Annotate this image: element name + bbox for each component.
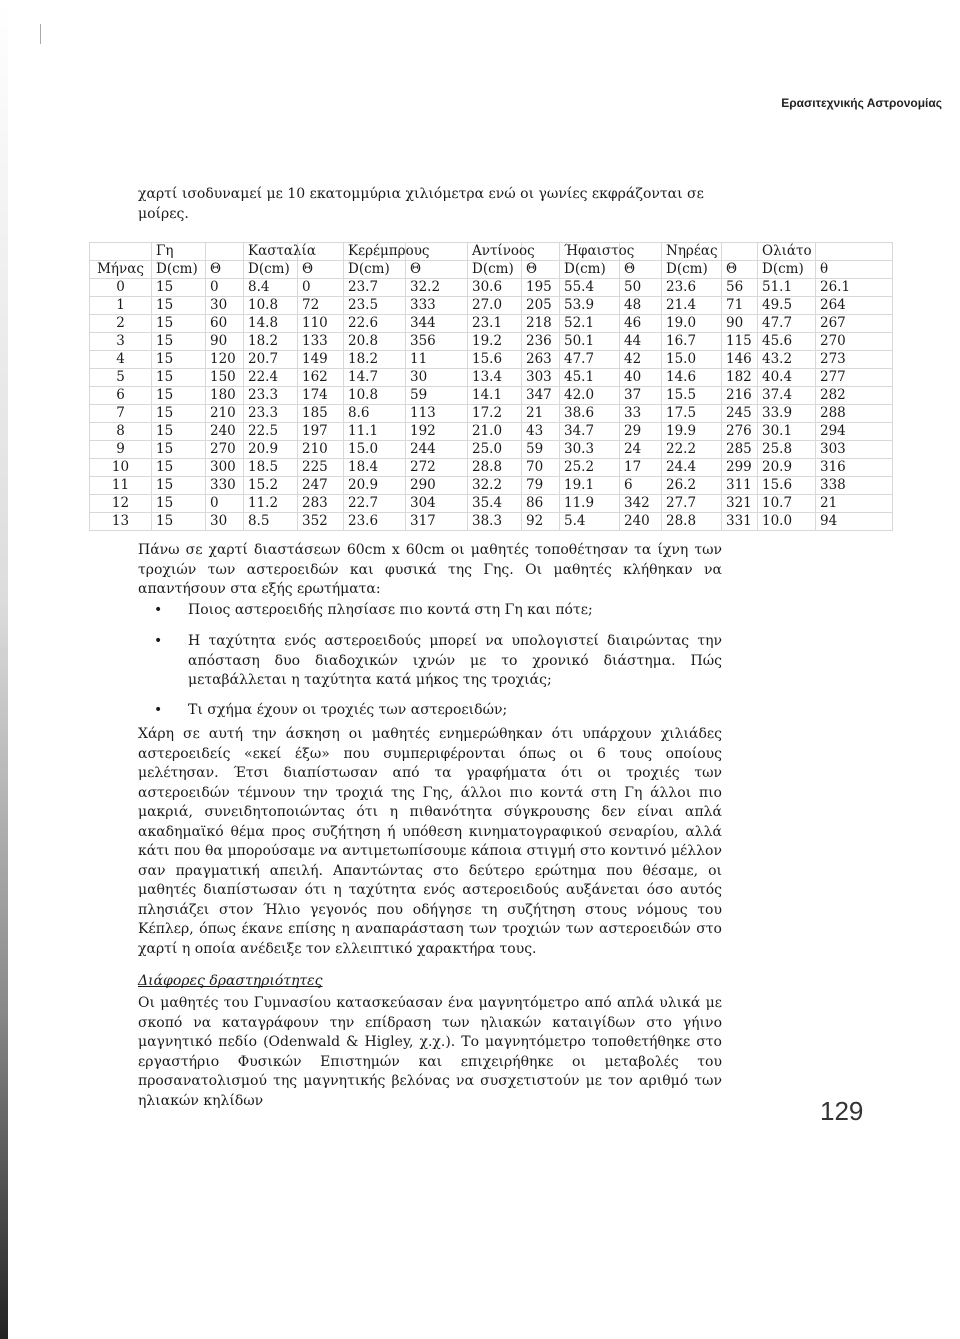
group-header-cell: Αντίνοος	[468, 243, 522, 261]
table-cell: 38.3	[468, 513, 522, 531]
table-cell: 270	[206, 441, 244, 459]
activities-paragraph: Οι μαθητές του Γυμνασίου κατασκεύασαν ένα μαγνητόμετρο από απλά υλικά με σκοπό να καταγράφουν την επίδραση των ηλιακών καταιγίδων στο γήινο μαγνητικό πεδίο (Odenwald & Higley, χ.χ.). Το μαγνητόμετρο τοποθετήθηκε στο εργαστήριο Φυσικών Επιστημών και επιχειρήθηκε οι μεταβολές του προσανατολισμού της μαγνητικής βελόνας να συσχετιστούν με τον αριθμό των ηλιακών κηλίδων	[138, 995, 722, 1109]
table-cell: 15	[152, 279, 206, 297]
table-cell: 344	[406, 315, 468, 333]
table-cell: 27.7	[662, 495, 722, 513]
table-cell: 225	[298, 459, 344, 477]
table-cell: 15.5	[662, 387, 722, 405]
table-cell: 7	[90, 405, 152, 423]
table-cell: 197	[298, 423, 344, 441]
table-row	[90, 297, 893, 315]
table-cell: 14.6	[662, 369, 722, 387]
table-cell: 352	[298, 513, 344, 531]
table-cell: 8	[90, 423, 152, 441]
table-cell: 4	[90, 351, 152, 369]
table-cell: 20.8	[344, 333, 406, 351]
table-cell: 150	[206, 369, 244, 387]
table-cell: 149	[298, 351, 344, 369]
table-cell: 30	[206, 513, 244, 531]
table-cell: 21	[522, 405, 560, 423]
table-cell: 10.0	[758, 513, 816, 531]
running-title: Ερασιτεχνικής Αστρονομίας	[781, 96, 942, 110]
table-cell: 303	[816, 441, 893, 459]
table-cell: 38.6	[560, 405, 620, 423]
table-cell: 51.1	[758, 279, 816, 297]
table-cell: 192	[406, 423, 468, 441]
table-cell: 316	[816, 459, 893, 477]
table-cell: 240	[206, 423, 244, 441]
table-cell: 8.5	[244, 513, 298, 531]
table-cell: 15.2	[244, 477, 298, 495]
table-cell: 216	[722, 387, 758, 405]
table-cell: 86	[522, 495, 560, 513]
table-cell: 43.2	[758, 351, 816, 369]
table-cell: 33	[620, 405, 662, 423]
table-cell: 236	[522, 333, 560, 351]
column-header-cell: Θ	[406, 261, 468, 279]
table-cell: 17	[620, 459, 662, 477]
table-cell: 15	[152, 459, 206, 477]
table-cell: 338	[816, 477, 893, 495]
table-cell: 59	[406, 387, 468, 405]
table-cell: 0	[206, 279, 244, 297]
table-cell: 90	[206, 333, 244, 351]
table-cell: 10	[90, 459, 152, 477]
table-cell: 23.6	[662, 279, 722, 297]
table-cell: 19.1	[560, 477, 620, 495]
table-cell: 162	[298, 369, 344, 387]
table-cell: 10.8	[244, 297, 298, 315]
table-cell: 20.9	[244, 441, 298, 459]
table-cell: 25.2	[560, 459, 620, 477]
table-cell: 15	[152, 351, 206, 369]
table-cell: 40	[620, 369, 662, 387]
group-header-cell	[722, 243, 758, 261]
table-cell: 30	[406, 369, 468, 387]
table-cell: 113	[406, 405, 468, 423]
table-cell: 28.8	[468, 459, 522, 477]
question-text: Η ταχύτητα ενός αστεροειδούς μπορεί να υπολογιστεί διαιρώντας την απόσταση δυο διαδοχικών ιχνών με το χρονικό διάστημα. Πώς μεταβάλλεται η ταχύτητα κατά μήκος της τροχιάς;	[188, 633, 722, 688]
table-cell: 272	[406, 459, 468, 477]
table-cell: 28.8	[662, 513, 722, 531]
table-cell: 47.7	[758, 315, 816, 333]
table-cell: 182	[722, 369, 758, 387]
table-column-header-row	[90, 261, 893, 279]
page-number: 129	[820, 1096, 864, 1126]
table-cell: 24	[620, 441, 662, 459]
table-cell: 21	[816, 495, 893, 513]
table-cell: 15	[152, 441, 206, 459]
table-cell: 27.0	[468, 297, 522, 315]
table-cell: 35.4	[468, 495, 522, 513]
table-cell: 11.2	[244, 495, 298, 513]
table-row	[90, 333, 893, 351]
table-cell: 50.1	[560, 333, 620, 351]
table-cell: 6	[620, 477, 662, 495]
table-cell: 210	[206, 405, 244, 423]
table-row	[90, 387, 893, 405]
table-cell: 331	[722, 513, 758, 531]
table-cell: 16.7	[662, 333, 722, 351]
table-cell: 48	[620, 297, 662, 315]
table-cell: 19.2	[468, 333, 522, 351]
table-cell: 288	[816, 405, 893, 423]
table-cell: 17.5	[662, 405, 722, 423]
table-cell: 283	[298, 495, 344, 513]
table-cell: 0	[298, 279, 344, 297]
table-cell: 18.5	[244, 459, 298, 477]
table-cell: 15.6	[468, 351, 522, 369]
table-cell: 90	[722, 315, 758, 333]
table-cell: 23.3	[244, 387, 298, 405]
column-header-cell: Θ	[206, 261, 244, 279]
table-cell: 55.4	[560, 279, 620, 297]
table-cell: 218	[522, 315, 560, 333]
table-cell: 23.5	[344, 297, 406, 315]
table-cell: 32.2	[468, 477, 522, 495]
table-cell: 290	[406, 477, 468, 495]
table-cell: 50	[620, 279, 662, 297]
table-cell: 15	[152, 477, 206, 495]
table-cell: 244	[406, 441, 468, 459]
column-header-cell: D(cm)	[468, 261, 522, 279]
table-cell: 11.1	[344, 423, 406, 441]
table-cell: 56	[722, 279, 758, 297]
table-cell: 245	[722, 405, 758, 423]
table-cell: 23.3	[244, 405, 298, 423]
table-row	[90, 279, 893, 297]
table-cell: 20.7	[244, 351, 298, 369]
column-header-cell: D(cm)	[758, 261, 816, 279]
column-header-cell: D(cm)	[662, 261, 722, 279]
intro-paragraph: χαρτί ισοδυναμεί με 10 εκατομμύρια χιλιόμετρα ενώ οι γωνίες εκφράζονται σε μοίρες.	[138, 186, 704, 222]
table-cell: 49.5	[758, 297, 816, 315]
table-cell: 333	[406, 297, 468, 315]
table-cell: 23.1	[468, 315, 522, 333]
table-cell: 342	[620, 495, 662, 513]
group-header-cell	[206, 243, 244, 261]
column-header-cell: Μήνας	[90, 261, 152, 279]
table-cell: 277	[816, 369, 893, 387]
table-cell: 17.2	[468, 405, 522, 423]
table-cell: 37	[620, 387, 662, 405]
table-cell: 264	[816, 297, 893, 315]
group-header-cell: Ήφαιστος	[560, 243, 620, 261]
table-cell: 14.7	[344, 369, 406, 387]
group-header-cell: Γη	[152, 243, 206, 261]
table-row	[90, 495, 893, 513]
table-row	[90, 315, 893, 333]
table-cell: 15	[152, 387, 206, 405]
group-header-cell	[816, 243, 893, 261]
table-cell: 11	[406, 351, 468, 369]
bullet-icon: •	[154, 702, 163, 718]
table-cell: 30	[206, 297, 244, 315]
table-row	[90, 459, 893, 477]
table-cell: 133	[298, 333, 344, 351]
table-cell: 356	[406, 333, 468, 351]
table-cell: 42	[620, 351, 662, 369]
table-cell: 23.7	[344, 279, 406, 297]
paragraph-after-table: Πάνω σε χαρτί διαστάσεων 60cm x 60cm οι μαθητές τοποθέτησαν τα ίχνη των τροχιών των αστεροειδών και φυσικά της Γης. Οι μαθητές κλήθηκαν να απαντήσουν στα εξής ερωτήματα:	[138, 542, 722, 597]
table-cell: 22.5	[244, 423, 298, 441]
table-cell: 3	[90, 333, 152, 351]
section-heading: Διάφορες δραστηριότητες	[138, 973, 323, 989]
table-cell: 14.1	[468, 387, 522, 405]
table-cell: 304	[406, 495, 468, 513]
table-cell: 205	[522, 297, 560, 315]
table-cell: 6	[90, 387, 152, 405]
column-header-cell: D(cm)	[344, 261, 406, 279]
bullet-icon: •	[154, 602, 163, 618]
table-cell: 303	[522, 369, 560, 387]
table-cell: 46	[620, 315, 662, 333]
table-cell: 22.7	[344, 495, 406, 513]
table-cell: 18.2	[244, 333, 298, 351]
table-cell: 21.0	[468, 423, 522, 441]
table-cell: 25.0	[468, 441, 522, 459]
question-item	[138, 632, 722, 691]
table-cell: 347	[522, 387, 560, 405]
table-cell: 15.0	[662, 351, 722, 369]
table-cell: 20.9	[344, 477, 406, 495]
table-body	[90, 279, 893, 531]
table-cell: 10.7	[758, 495, 816, 513]
table-cell: 120	[206, 351, 244, 369]
table-cell: 270	[816, 333, 893, 351]
table-cell: 210	[298, 441, 344, 459]
table-cell: 5	[90, 369, 152, 387]
table-cell: 276	[722, 423, 758, 441]
table-cell: 8.4	[244, 279, 298, 297]
column-header-cell: D(cm)	[152, 261, 206, 279]
table-cell: 15.0	[344, 441, 406, 459]
table-cell: 42.0	[560, 387, 620, 405]
column-header-cell: Θ	[620, 261, 662, 279]
table-cell: 37.4	[758, 387, 816, 405]
table-row	[90, 477, 893, 495]
column-header-cell: D(cm)	[560, 261, 620, 279]
results-paragraph: Χάρη σε αυτή την άσκηση οι μαθητές ενημερώθηκαν ότι υπάρχουν χιλιάδες αστεροειδείς «εκεί έξω» που συμπεριφέρονται όπως οι 6 τους οποίους μελέτησαν. Έτσι διαπίστωσαν από τα γραφήματα ότι οι τροχιές των αστεροειδών τέμνουν την τροχιά της Γης, άλλοι πιο κοντά στη Γη άλλοι πιο μακριά, συνειδητοποιώντας ότι η πιθανότητα σύγκρουσης δεν είναι απλά ακαδημαϊκό θέμα προς συζήτηση ή υπόθεση κινηματογραφικού σεναρίου, αλλά κάτι που θα μπορούσαμε να αντιμετωπίσουμε κάποια στιγμή στο κοντινό μέλλον σαν πραγματική απειλή. Απαντώντας στο δεύτερο ερώτημα που θέσαμε, οι μαθητές διαπίστωσαν ότι η ταχύτητα ενός αστεροειδούς αυξάνεται όσο αυτός πλησιάζει στον Ήλιο γεγονός που οδήγησε τη συζήτηση στους νόμους του Κέπλερ, όπως έκανε επίσης η αναπαράσταση των τροχιών των αστεροειδών στο χαρτί η οποία ανέδειξε τον ελλειπτικό χαρακτήρα τους.	[138, 726, 722, 957]
table-row	[90, 423, 893, 441]
table-cell: 79	[522, 477, 560, 495]
table-cell: 45.1	[560, 369, 620, 387]
group-header-cell: Κερέμπρους	[344, 243, 406, 261]
table-cell: 26.2	[662, 477, 722, 495]
table-cell: 20.9	[758, 459, 816, 477]
table-cell: 0	[206, 495, 244, 513]
table-cell: 18.4	[344, 459, 406, 477]
table-cell: 1	[90, 297, 152, 315]
table-cell: 23.6	[344, 513, 406, 531]
table-cell: 44	[620, 333, 662, 351]
table-cell: 59	[522, 441, 560, 459]
table-cell: 43	[522, 423, 560, 441]
group-header-cell: Ολιάτο	[758, 243, 816, 261]
table-row	[90, 369, 893, 387]
table-cell: 30.6	[468, 279, 522, 297]
table-cell: 321	[722, 495, 758, 513]
table-cell: 311	[722, 477, 758, 495]
table-cell: 26.1	[816, 279, 893, 297]
table-cell: 11.9	[560, 495, 620, 513]
table-cell: 15	[152, 333, 206, 351]
table-cell: 195	[522, 279, 560, 297]
table-cell: 110	[298, 315, 344, 333]
table-cell: 13.4	[468, 369, 522, 387]
column-header-cell: Θ	[522, 261, 560, 279]
table-cell: 15	[152, 495, 206, 513]
table-cell: 21.4	[662, 297, 722, 315]
table-cell: 15	[152, 423, 206, 441]
table-cell: 330	[206, 477, 244, 495]
table-cell: 19.0	[662, 315, 722, 333]
table-row	[90, 351, 893, 369]
table-cell: 299	[722, 459, 758, 477]
table-cell: 52.1	[560, 315, 620, 333]
column-header-cell: Θ	[298, 261, 344, 279]
table-cell: 240	[620, 513, 662, 531]
question-text: Ποιος αστεροειδής πλησίασε πιο κοντά στη Γη και πότε;	[188, 602, 593, 618]
table-cell: 22.2	[662, 441, 722, 459]
table-row	[90, 441, 893, 459]
column-header-cell: θ	[816, 261, 893, 279]
table-cell: 263	[522, 351, 560, 369]
table-cell: 92	[522, 513, 560, 531]
group-header-cell: Νηρέας	[662, 243, 722, 261]
bullet-icon: •	[154, 633, 163, 649]
table-cell: 180	[206, 387, 244, 405]
question-item	[138, 701, 722, 721]
table-cell: 18.2	[344, 351, 406, 369]
table-cell: 10.8	[344, 387, 406, 405]
table-cell: 15	[152, 369, 206, 387]
table-cell: 11	[90, 477, 152, 495]
table-cell: 273	[816, 351, 893, 369]
table-cell: 146	[722, 351, 758, 369]
table-cell: 22.6	[344, 315, 406, 333]
table-cell: 267	[816, 315, 893, 333]
table-cell: 5.4	[560, 513, 620, 531]
table-cell: 30.3	[560, 441, 620, 459]
table-cell: 300	[206, 459, 244, 477]
crop-mark	[40, 24, 41, 44]
table-cell: 2	[90, 315, 152, 333]
table-cell: 47.7	[560, 351, 620, 369]
table-cell: 15	[152, 513, 206, 531]
table-cell: 19.9	[662, 423, 722, 441]
table-cell: 70	[522, 459, 560, 477]
group-header-cell: Κασταλία	[244, 243, 298, 261]
table-cell: 282	[816, 387, 893, 405]
table-cell: 0	[90, 279, 152, 297]
table-cell: 9	[90, 441, 152, 459]
table-cell: 33.9	[758, 405, 816, 423]
table-cell: 247	[298, 477, 344, 495]
page-edge-gradient	[0, 0, 8, 1339]
table-cell: 40.4	[758, 369, 816, 387]
table-cell: 317	[406, 513, 468, 531]
table-cell: 34.7	[560, 423, 620, 441]
table-cell: 15.6	[758, 477, 816, 495]
table-cell: 13	[90, 513, 152, 531]
table-cell: 8.6	[344, 405, 406, 423]
table-cell: 185	[298, 405, 344, 423]
table-cell: 285	[722, 441, 758, 459]
asteroid-orbit-table	[89, 242, 893, 531]
table-group-header-row	[90, 243, 893, 261]
table-cell: 25.8	[758, 441, 816, 459]
table-cell: 294	[816, 423, 893, 441]
table-cell: 24.4	[662, 459, 722, 477]
table-cell: 15	[152, 405, 206, 423]
question-text: Τι σχήμα έχουν οι τροχιές των αστεροειδών;	[188, 702, 508, 718]
table-cell: 53.9	[560, 297, 620, 315]
table-cell: 174	[298, 387, 344, 405]
table-cell: 12	[90, 495, 152, 513]
table-row	[90, 405, 893, 423]
table-cell: 45.6	[758, 333, 816, 351]
group-header-cell	[90, 243, 152, 261]
table-row	[90, 513, 893, 531]
table-cell: 60	[206, 315, 244, 333]
table-cell: 15	[152, 297, 206, 315]
table-cell: 29	[620, 423, 662, 441]
table-cell: 72	[298, 297, 344, 315]
column-header-cell: D(cm)	[244, 261, 298, 279]
table-cell: 15	[152, 315, 206, 333]
column-header-cell: Θ	[722, 261, 758, 279]
table-cell: 32.2	[406, 279, 468, 297]
table-cell: 115	[722, 333, 758, 351]
table-cell: 94	[816, 513, 893, 531]
table-cell: 14.8	[244, 315, 298, 333]
table-cell: 22.4	[244, 369, 298, 387]
question-item	[138, 601, 722, 621]
table-cell: 30.1	[758, 423, 816, 441]
table-cell: 71	[722, 297, 758, 315]
